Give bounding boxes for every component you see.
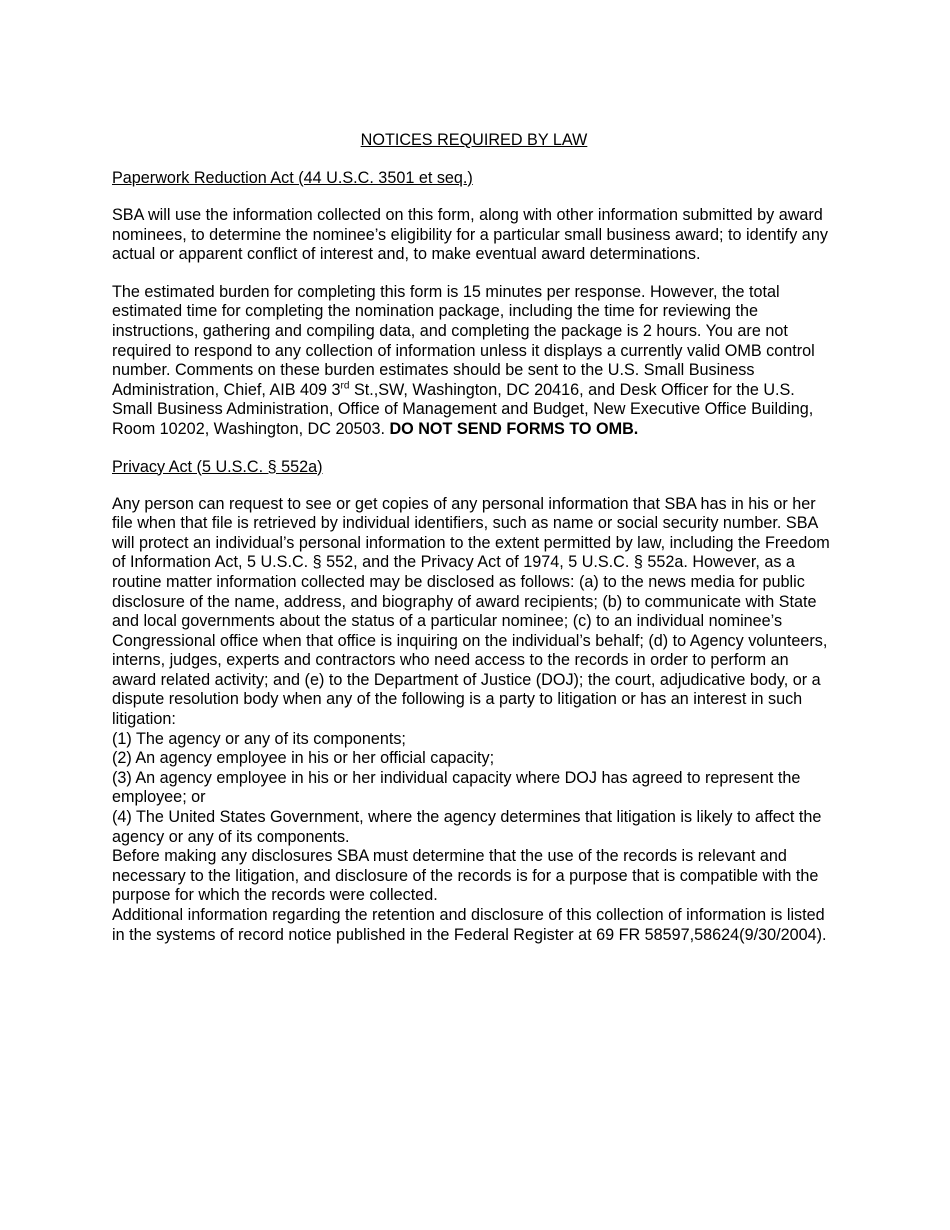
privacy-act-heading: Privacy Act (5 U.S.C. § 552a) [112,457,323,476]
paperwork-paragraph-2 [112,283,836,440]
paperwork-paragraph-2-text: The estimated burden for completing this form is 15 minutes per response. However, the total estimated time for completing the nomination package, including the time for reviewing the instructions, gathering and compiling data, and completing the package is 2 hours. You are not required to respond to any collection of information unless it displays a currently valid OMB control number. Comments on these burden estimates should be sent to the U.S. Small Business Administration, Chief, AIB 409 3 [112,282,815,399]
privacy-paragraph-1: Any person can request to see or get copies of any personal information that SBA has in his or her file when that file is retrieved by individual identifiers, such as name or social security number. SBA will protect an individual’s personal information to the extent permitted by law, including the Freedom of Information Act, 5 U.S.C. § 552, and the Privacy Act of 1974, 5 U.S.C. § 552a. However, as a routine matter information collected may be disclosed as follows: (a) to the news media for public disclosure of the name, address, and biography of award recipients; (b) to communicate with State and local governments about the status of a particular nominee; (c) to an individual nominee’s Congressional office when that office is inquiring on the individual’s behalf; (d) to Agency volunteers, interns, judges, experts and contractors who need access to the records in order to perform an award related activity; and (e) to the Department of Justice (DOJ); the court, adjudicative body, or a dispute resolution body when any of the following is a party to litigation or has an interest in such litigation: [112,494,830,729]
paperwork-paragraph-2-text-cont: St.,SW, Washington, DC 20416, and Desk Officer for the U.S. Small Business Administration, Office of Management and Budget, New Executive Office Building, Room 10202, Washington, DC 20503. [112,380,814,438]
spacer [112,188,836,206]
spacer [112,440,836,457]
privacy-paragraph-2: Before making any disclosures SBA must determine that the use of the records is relevant and necessary to the litigation, and disclosure of the records is for a purpose that is compatible with the purpose for which the records were collected. [112,847,819,905]
spacer [112,151,836,168]
document-title: NOTICES REQUIRED BY LAW [360,131,588,149]
privacy-list-item-3: (3) An agency employee in his or her individual capacity where DOJ has agreed to represent the employee; or [112,768,801,807]
document-page [112,129,836,945]
omb-warning: DO NOT SEND FORMS TO OMB. [389,419,639,438]
paperwork-paragraph-1: SBA will use the information collected on this form, along with other information submitted by award nominees, to determine the nominee’s eligibility for a particular small business award; to identify any actual or apparent conflict of interest and, to make eventual award determinations. [112,206,828,264]
privacy-paragraph-3: Additional information regarding the retention and disclosure of this collection of information is listed in the systems of record notice published in the Federal Register at 69 FR 58597,58624(9/30/2004). [112,906,827,944]
privacy-list-item-2: (2) An agency employee in his or her official capacity; [112,749,495,768]
spacer [112,265,836,283]
paperwork-act-heading: Paperwork Reduction Act (44 U.S.C. 3501 et seq.) [112,169,473,187]
spacer [112,477,836,495]
ordinal-superscript: rd [340,380,350,392]
privacy-list-item-1: (1) The agency or any of its components; [112,729,406,748]
privacy-list-item-4: (4) The United States Government, where the agency determines that litigation is likely to affect the agency or any of its components. [112,808,822,846]
